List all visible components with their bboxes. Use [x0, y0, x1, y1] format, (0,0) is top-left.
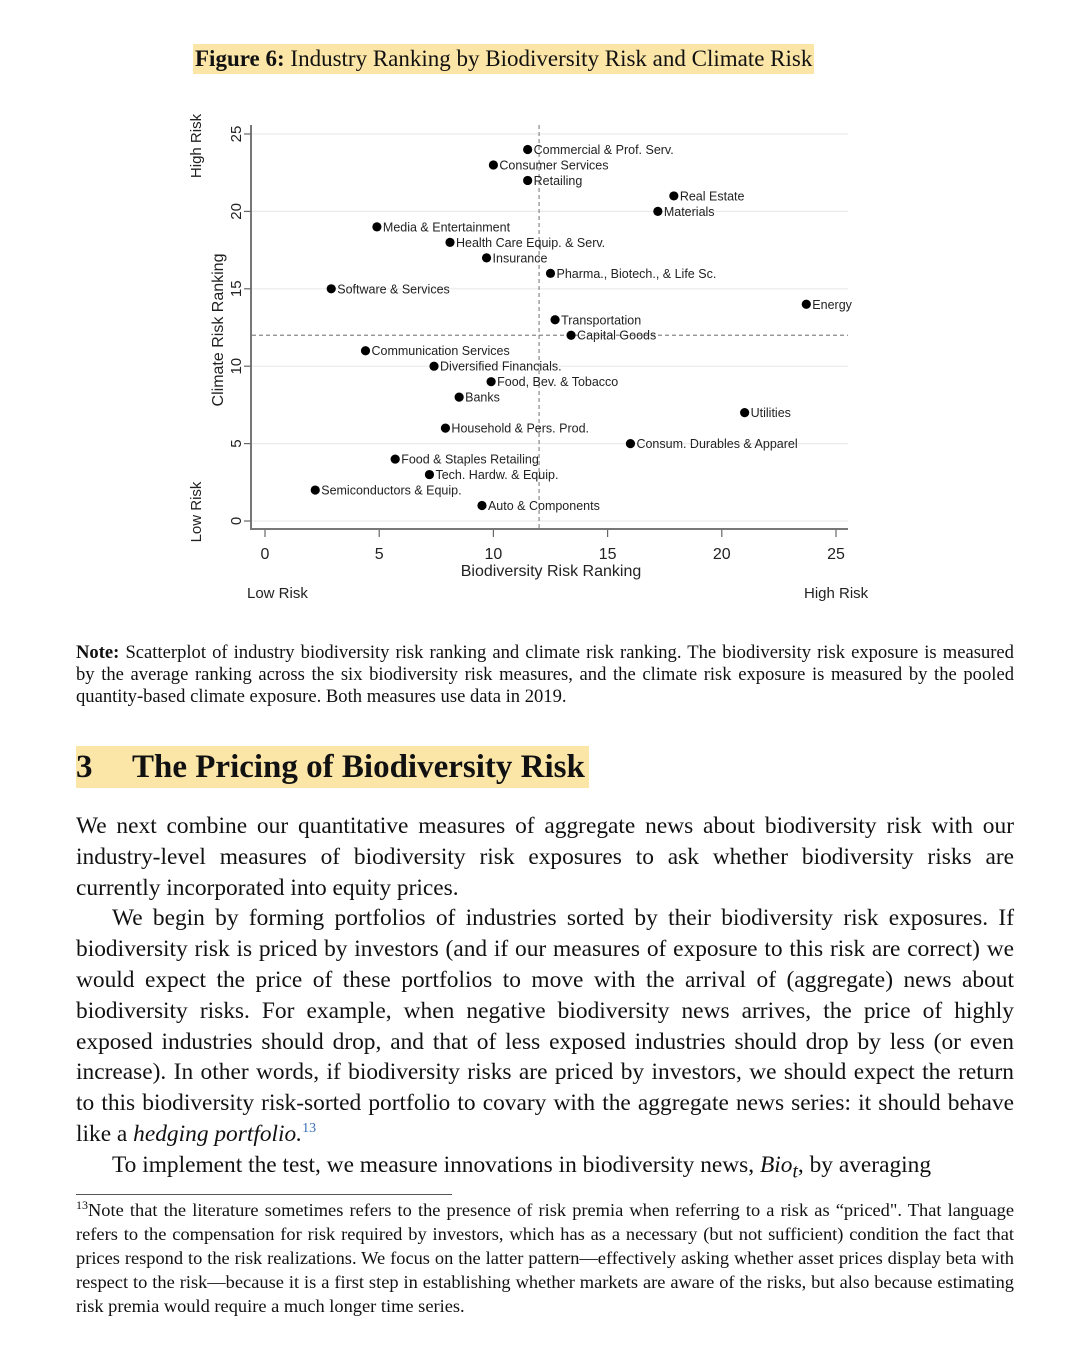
- math-variable: Bio: [759, 1151, 793, 1178]
- point-label: Consum. Durables & Apparel: [636, 437, 798, 452]
- point-label: Consumer Services: [499, 158, 609, 173]
- point-marker: [740, 408, 749, 417]
- x-tick-label: 5: [374, 546, 384, 563]
- data-point: [550, 313, 641, 327]
- point-marker: [455, 393, 464, 402]
- paragraph: [76, 1150, 1014, 1188]
- y-tick-label: 0: [228, 516, 245, 526]
- point-marker: [311, 485, 320, 494]
- section-number: 3: [76, 749, 93, 785]
- point-label: Utilities: [750, 406, 791, 421]
- footnote: [76, 1198, 1014, 1318]
- figure-note: [76, 642, 1014, 708]
- point-marker: [626, 439, 635, 448]
- point-marker: [802, 300, 811, 309]
- data-point: [327, 282, 450, 296]
- x-tick-label: 20: [712, 546, 731, 563]
- y-high-risk-label: High Risk: [188, 113, 205, 179]
- data-point: [429, 360, 561, 374]
- x-low-risk-label: Low Risk: [247, 585, 308, 602]
- point-marker: [477, 501, 486, 510]
- data-point: [311, 484, 462, 498]
- point-marker: [425, 470, 434, 479]
- point-label: Food, Bev. & Tobacco: [497, 375, 619, 390]
- y-tick-label: 5: [228, 439, 245, 448]
- point-label: Auto & Components: [487, 499, 600, 514]
- point-label: Semiconductors & Equip.: [321, 483, 462, 498]
- data-point: [482, 251, 548, 265]
- point-label: Banks: [465, 390, 500, 405]
- paragraph-text: , by averaging: [797, 1151, 932, 1178]
- point-label: Energy: [812, 297, 852, 312]
- data-point: [546, 267, 716, 281]
- point-marker: [523, 145, 532, 154]
- x-tick-label: 10: [484, 546, 503, 563]
- data-point: [455, 391, 500, 405]
- point-label: Diversified Financials.: [440, 359, 562, 374]
- y-low-risk-label: Low Risk: [188, 481, 205, 543]
- point-marker: [482, 253, 491, 262]
- point-label: Software & Services: [337, 282, 450, 297]
- data-point: [372, 220, 510, 234]
- point-marker: [361, 346, 370, 355]
- point-label: Capital Goods: [577, 328, 657, 343]
- point-label: Retailing: [533, 173, 583, 188]
- point-marker: [327, 284, 336, 293]
- x-tick-label: 0: [260, 546, 270, 563]
- y-tick-label: 15: [228, 280, 245, 298]
- data-point: [523, 174, 582, 188]
- y-tick-label: 25: [228, 125, 245, 143]
- point-marker: [487, 377, 496, 386]
- data-point: [523, 143, 674, 157]
- point-marker: [489, 160, 498, 169]
- point-marker: [550, 315, 559, 324]
- data-point: [487, 375, 619, 389]
- x-high-risk-label: High Risk: [804, 585, 869, 602]
- point-label: Health Care Equip. & Serv.: [456, 235, 606, 250]
- footnote-text: Note that the literature sometimes refers to the presence of risk premia when referring to a risk as “priced". That language refers to the compensation for risk required by investors, which has as a necessary (but not sufficient) condition the fact that prices respond to the risk realizations. We focus on the latter pattern—effectively asking whether asset prices display beta with respect to the risk—because it is a first step in establishing whether markets are aware of the risks, but also because estimating risk premia would require a much longer time series.: [76, 1200, 1014, 1317]
- emphasis-text: hedging portfolio.: [133, 1120, 303, 1147]
- data-point: [626, 437, 798, 451]
- point-marker: [566, 331, 575, 340]
- note-label: Note:: [76, 642, 120, 663]
- figure-label: Figure 6:: [195, 46, 285, 71]
- x-axis-title: Biodiversity Risk Ranking: [460, 563, 642, 580]
- point-label: Real Estate: [679, 189, 745, 204]
- data-point: [361, 344, 510, 358]
- data-point: [445, 236, 605, 250]
- point-label: Media & Entertainment: [382, 220, 511, 235]
- data-point: [477, 499, 599, 513]
- paragraph: [76, 903, 1014, 1149]
- data-point: [391, 453, 539, 467]
- point-label: Food & Staples Retailing: [401, 452, 539, 467]
- point-marker: [653, 207, 662, 216]
- data-point: [425, 468, 559, 482]
- y-tick-label: 10: [228, 357, 245, 375]
- point-label: Pharma., Biotech., & Life Sc.: [556, 266, 717, 281]
- point-label: Communication Services: [371, 344, 510, 359]
- paragraph: We next combine our quantitative measures of aggregate news about biodiversity risk with our industry-level measures of biodiversity risk exposures to ask whether biodiversity risks are currently incorporated into equity prices.: [76, 813, 1014, 901]
- point-marker: [429, 362, 438, 371]
- point-label: Transportation: [561, 313, 642, 328]
- x-tick-label: 25: [827, 546, 845, 563]
- footnote-divider: [76, 1194, 452, 1195]
- paragraph-text: To implement the test, we measure innovations in biodiversity news,: [112, 1151, 760, 1178]
- point-marker: [391, 454, 400, 463]
- data-points: [311, 143, 853, 513]
- y-axis-title: Climate Risk Ranking: [210, 253, 227, 407]
- point-label: Materials: [663, 204, 715, 219]
- data-point: [441, 422, 589, 436]
- x-tick-label: 15: [598, 546, 617, 563]
- note-text: Scatterplot of industry biodiversity risk ranking and climate risk ranking. The biodiversity risk exposure is measured by the average ranking across the six biodiversity risk measures, and the climate risk exposure is measured by the pooled quantity-based climate exposure. Both measures use data in 2019.: [76, 642, 1014, 707]
- figure-caption: [193, 44, 814, 74]
- section-title: The Pricing of Biodiversity Risk: [132, 749, 585, 785]
- footnote-number: 13: [76, 1197, 88, 1212]
- point-marker: [523, 176, 532, 185]
- footnote-reference-link[interactable]: 13: [302, 1121, 317, 1137]
- data-point: [802, 298, 853, 312]
- point-marker: [372, 222, 381, 231]
- point-label: Commercial & Prof. Serv.: [533, 142, 674, 157]
- point-label: Household & Pers. Prod.: [451, 421, 590, 436]
- paragraph-text: We begin by forming portfolios of industries sorted by their biodiversity risk exposures. If biodiversity risk is priced by investors (and if our measures of exposure to this risk are correct) we would expect the price of these portfolios to move with the arrival of (aggregate) news about biodiversity risks. For example, when negative biodiversity news arrives, the price of highly exposed industries should drop, and that of less exposed industries should drop by less (or even increase). In other words, if biodiversity risks are priced by investors, we should expect the return to this biodiversity risk-sorted portfolio to covary with the aggregate news series: it should behave like a: [76, 905, 1014, 1147]
- point-label: Tech. Hardw. & Equip.: [435, 468, 559, 483]
- point-marker: [546, 269, 555, 278]
- scatter-chart: [180, 100, 900, 610]
- data-point: [489, 158, 609, 172]
- data-point: [566, 329, 656, 343]
- figure-title: Industry Ranking by Biodiversity Risk and Climate Risk: [290, 46, 813, 71]
- data-point: [740, 406, 791, 420]
- grid-lines: [252, 134, 848, 521]
- body-text: [76, 811, 1014, 1188]
- point-marker: [441, 424, 450, 433]
- point-label: Insurance: [492, 251, 548, 266]
- data-point: [669, 189, 744, 203]
- math-subscript: t: [792, 1161, 798, 1183]
- point-marker: [445, 238, 454, 247]
- point-marker: [669, 191, 678, 200]
- y-tick-label: 20: [228, 203, 245, 220]
- section-heading: [76, 746, 589, 788]
